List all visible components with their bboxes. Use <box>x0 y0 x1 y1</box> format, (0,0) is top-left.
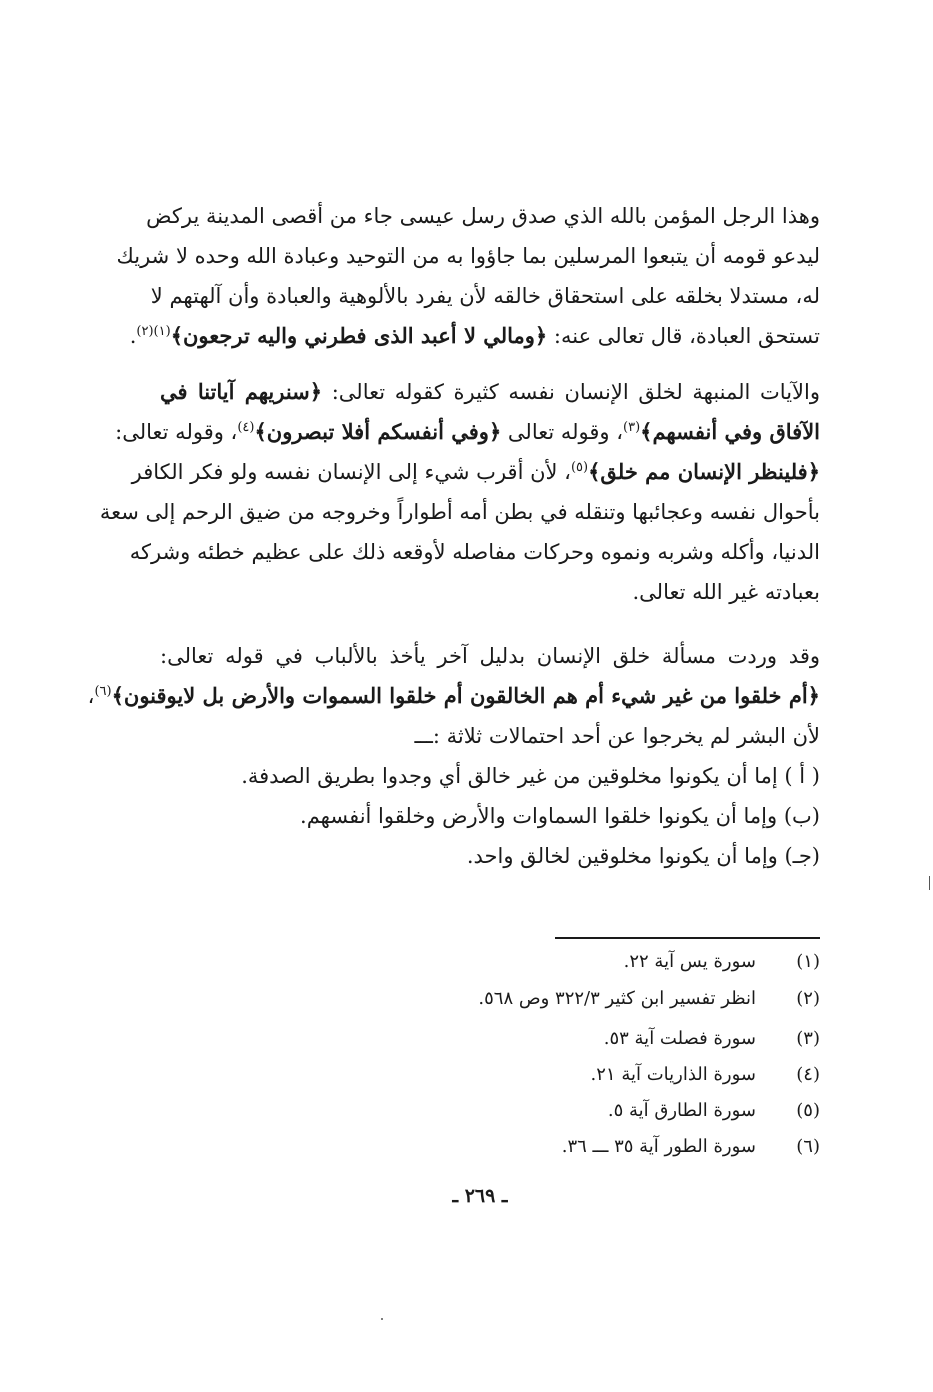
quran-quote: ﴿ومالي لا أعبد الذى فطرني واليه ترجعون﴾ <box>170 323 548 348</box>
paragraph-3 <box>87 636 820 756</box>
footnote-divider <box>555 937 820 939</box>
paragraph-line: وهذا الرجل المؤمن بالله الذي صدق رسل عيسى جاء من أقصى المدينة يركض <box>146 204 820 228</box>
paragraph-line <box>129 316 820 356</box>
footnote-text: انظر تفسير ابن كثير ٣٢٢/٣ وص ٥٦٨. <box>478 988 756 1009</box>
paragraph-line <box>131 452 820 492</box>
footnote-ref: (٥) <box>570 460 589 475</box>
line-text: . <box>129 324 137 348</box>
paragraph-line <box>115 412 820 452</box>
footnote-ref: (٤) <box>237 420 255 435</box>
line-text: ، وقوله تعالى <box>501 420 624 444</box>
paragraph-line: بأحوال نفسه وعجائبها وتنقله في بطن أمه أطواراً وخروجه من ضيق الرحم إلى سعة <box>99 500 820 524</box>
paragraph-line: لأن البشر لم يخرجوا عن أحد احتمالات ثلاثة :ـــ <box>414 724 820 748</box>
footnote-number: (١) <box>796 951 820 972</box>
footnote-5 <box>608 1094 820 1128</box>
paragraph-line: وقد وردت مسألة خلق الإنسان بدليل آخر يأخذ بالألباب في قوله تعالى: <box>160 644 820 668</box>
footnote-number: (٣) <box>796 1028 820 1049</box>
paragraph-line: له، مستدلا بخلقه على استحقاق خالقه لأن يفرد بالألوهية والعبادة وأن آلهتهم لا <box>150 284 820 308</box>
footnote-text: سورة الطور آية ٣٥ ـــ ٣٦. <box>561 1136 756 1157</box>
footnote-number: (٥) <box>796 1100 820 1121</box>
footnote-text: سورة الذاريات آية ٢١. <box>590 1064 756 1085</box>
option-a: ( أ ) إما أن يكونوا مخلوقين من غير خالق أي وجدوا بطريق الصدفة. <box>241 764 820 788</box>
option-c: (جـ) وإما أن يكونوا مخلوقين لخالق واحد. <box>466 844 820 868</box>
paragraph-line: ليدعو قومه أن يتبعوا المرسلين بما جاؤوا به من التوحيد وعبادة الله وحده لا شريك <box>116 244 820 268</box>
quran-quote: ﴿فلينظر الإنسان مم خلق﴾ <box>588 459 820 484</box>
quran-quote: الآفاق وفي أنفسهم﴾ <box>640 419 820 444</box>
quran-quote: ﴿سنريهم آياتنا في <box>160 379 323 404</box>
line-text: والآيات المنبهة لخلق الإنسان نفسه كثيرة كقوله تعالى: <box>322 380 820 404</box>
footnote-number: (٦) <box>796 1136 820 1157</box>
footnote-text: سورة يس آية ٢٢. <box>623 951 756 972</box>
paragraph-line: الدنيا، وأكله وشربه ونموه وحركات مفاصله لأوقعه ذلك على عظيم خطئه وشركه <box>129 540 820 564</box>
paragraph-1 <box>116 196 820 356</box>
footnote-1 <box>624 945 820 979</box>
footnote-ref: (٦) <box>94 684 112 699</box>
paragraph-line <box>87 676 820 716</box>
footnote-ref: (٣) <box>623 420 641 435</box>
footnote-2 <box>478 982 820 1016</box>
footnote-ref: (١)(٢) <box>136 324 171 339</box>
page-number: ـ ٢٦٩ ـ <box>452 1185 508 1207</box>
quran-quote: ﴿أم خلقوا من غير شيء أم هم الخالقون أم خلقوا السموات والأرض بل لايوقنون﴾ <box>111 683 820 708</box>
quran-quote: ﴿وفي أنفسكم أفلا تبصرون﴾ <box>254 419 502 444</box>
option-b: (ب) وإما أن يكونوا خلقوا السماوات والأرض وخلقوا أنفسهم. <box>300 804 820 828</box>
line-text: ، وقوله تعالى: <box>115 420 238 444</box>
footnote-number: (٢) <box>796 988 820 1009</box>
footnote-4 <box>591 1058 820 1092</box>
footnote-6 <box>562 1130 820 1164</box>
paragraph-line: بعبادته غير الله تعالى. <box>632 580 820 604</box>
line-text: ، لأن أقرب شيء إلى الإنسان نفسه ولو فكر الكافر <box>131 460 571 484</box>
footnote-text: سورة فصلت آية ٥٣. <box>603 1028 756 1049</box>
footnote-text: سورة الطارق آية ٥. <box>607 1100 756 1121</box>
paragraph-line <box>160 372 820 412</box>
line-text: تستحق العبادة، قال تعالى عنه: <box>547 324 820 348</box>
scan-speck <box>381 1318 383 1320</box>
scan-speck <box>929 876 930 890</box>
footnote-3 <box>604 1022 820 1056</box>
paragraph-2 <box>99 372 820 612</box>
footnote-number: (٤) <box>796 1064 820 1085</box>
line-text: ، <box>87 684 95 708</box>
